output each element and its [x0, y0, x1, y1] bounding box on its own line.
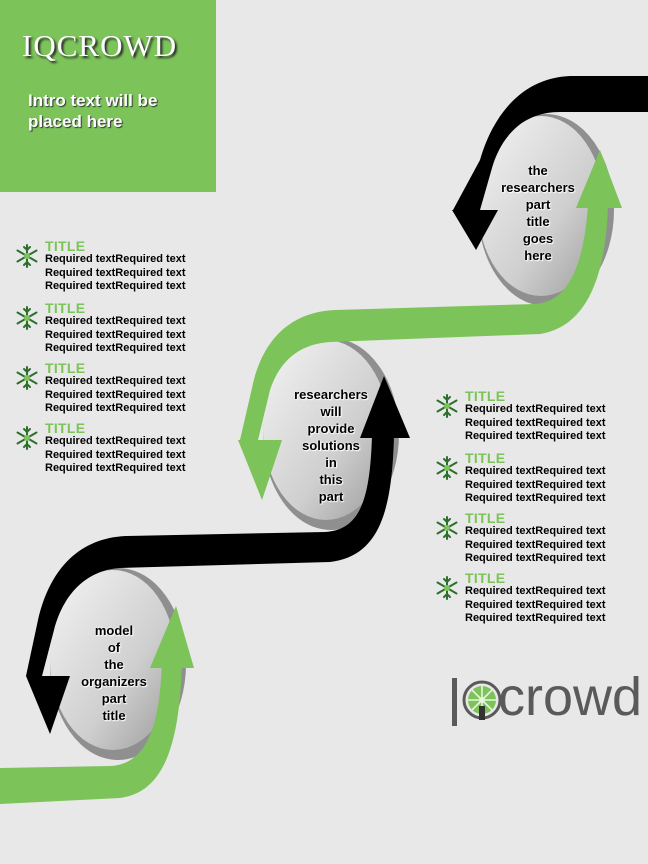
- item-line: Required textRequired text: [45, 253, 186, 265]
- item-text: [45, 375, 235, 416]
- item-text: [45, 253, 235, 294]
- stage-label-line: provide: [307, 421, 355, 436]
- item-line: Required textRequired text: [465, 478, 606, 491]
- item-title: TITLE: [45, 238, 86, 254]
- snowflake-icon: [14, 365, 40, 391]
- stage-label-line: the: [528, 163, 548, 178]
- snowflake-icon: [434, 515, 460, 541]
- item-title: TITLE: [45, 360, 86, 376]
- item-line: Required textRequired text: [45, 402, 186, 414]
- item-line: Required textRequired text: [465, 612, 606, 624]
- item-line: Required textRequired text: [45, 462, 186, 474]
- item-line: Required textRequired text: [465, 552, 606, 564]
- stage-label-line: title: [526, 214, 550, 229]
- item-line: Required textRequired text: [45, 315, 186, 327]
- stage-label-line: this: [319, 472, 343, 487]
- item-title: TITLE: [45, 420, 86, 436]
- stage-label-line: goes: [522, 231, 554, 246]
- item-title: TITLE: [465, 450, 506, 466]
- snowflake-icon: [434, 393, 460, 419]
- item-text: [465, 525, 648, 566]
- stage-label-line: solutions: [302, 438, 360, 453]
- stage-label-line: model: [94, 623, 134, 638]
- item-line: Required textRequired text: [45, 435, 186, 447]
- header-logo: IQCROWD: [22, 28, 178, 63]
- item-line: Required textRequired text: [45, 280, 186, 292]
- item-line: Required textRequired text: [465, 465, 606, 477]
- intro-text: Intro text will be placed here: [28, 91, 158, 131]
- header-panel: [0, 0, 216, 192]
- stage-label-line: the: [104, 657, 124, 672]
- item-line: Required textRequired text: [45, 448, 186, 461]
- stage-label-line: in: [325, 455, 337, 470]
- snowflake-icon: [14, 243, 40, 269]
- item-line: Required textRequired text: [45, 375, 186, 387]
- item-line: Required textRequired text: [465, 598, 606, 611]
- stage-label-line: researchers: [294, 387, 368, 402]
- item-line: Required textRequired text: [45, 328, 186, 341]
- item-line: Required textRequired text: [465, 430, 606, 442]
- item-title: TITLE: [465, 388, 506, 404]
- brand-logo: [448, 667, 643, 736]
- lime-icon: [462, 680, 502, 720]
- item-text: [465, 465, 648, 506]
- item-title: TITLE: [465, 570, 506, 586]
- item-text: [45, 315, 235, 356]
- item-line: Required textRequired text: [465, 403, 606, 415]
- item-line: Required textRequired text: [45, 388, 186, 401]
- brand-logo-prefix: [452, 678, 457, 726]
- item-line: Required textRequired text: [45, 266, 186, 279]
- item-line: Required textRequired text: [465, 538, 606, 551]
- stage-label-line: part: [318, 489, 344, 504]
- stage-label-line: title: [102, 708, 126, 723]
- item-title: TITLE: [465, 510, 506, 526]
- stage-label-line: part: [101, 691, 127, 706]
- stage-label-bottom: [64, 622, 164, 724]
- item-line: Required textRequired text: [45, 342, 186, 354]
- item-text: [45, 435, 235, 476]
- stage-label-line: here: [524, 248, 552, 263]
- snowflake-icon: [434, 575, 460, 601]
- item-title: TITLE: [45, 300, 86, 316]
- stage-label-line: of: [107, 640, 121, 655]
- item-text: [465, 585, 648, 626]
- stage-label-line: part: [525, 197, 551, 212]
- stage-label-top: [486, 162, 590, 264]
- stage-label-middle: [276, 386, 386, 505]
- item-line: Required textRequired text: [465, 492, 606, 504]
- item-line: Required textRequired text: [465, 585, 606, 597]
- item-line: Required textRequired text: [465, 525, 606, 537]
- stage-label-line: organizers: [81, 674, 147, 689]
- snowflake-icon: [14, 305, 40, 331]
- stage-label-line: will: [320, 404, 342, 419]
- snowflake-icon: [14, 425, 40, 451]
- snowflake-icon: [434, 455, 460, 481]
- item-text: [465, 403, 648, 444]
- item-line: Required textRequired text: [465, 416, 606, 429]
- brand-logo-word: crowd: [498, 667, 643, 727]
- stage-label-line: researchers: [501, 180, 575, 195]
